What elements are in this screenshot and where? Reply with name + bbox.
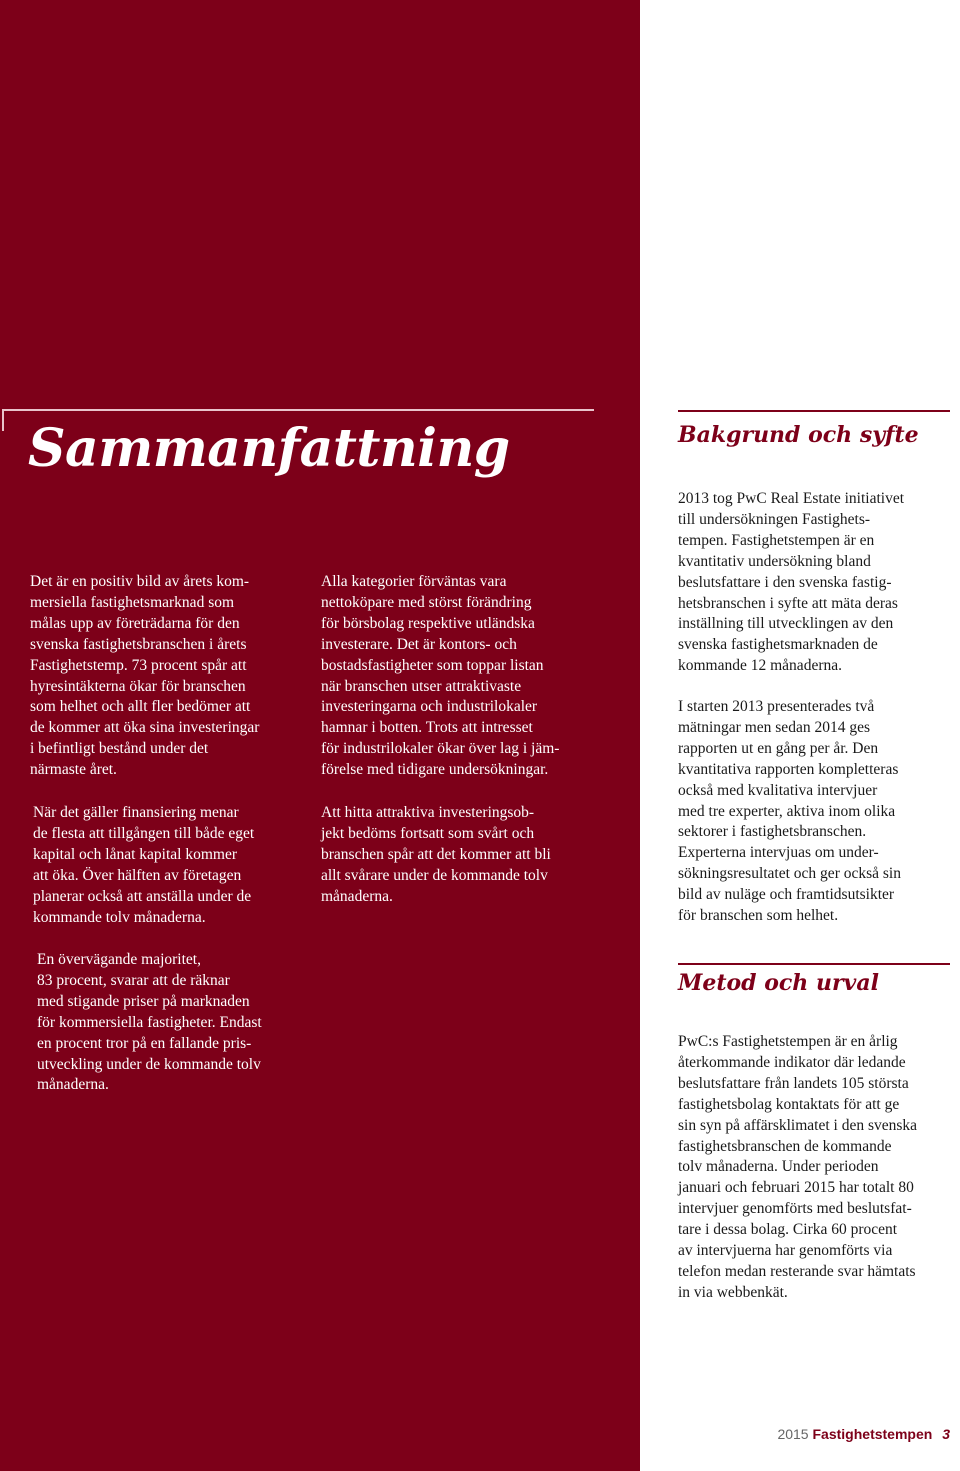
page-title: Sammanfattning — [28, 418, 510, 479]
section-heading: Metod och urval — [678, 970, 879, 996]
title-rule-tick — [2, 409, 4, 431]
section-paragraph: PwC:s Fastighetstempen är en årlig återkommande indikator där ledande beslutsfattare från landets 105 största fastighetsbolag kontaktats för att ge sin syn på affärsklimatet i den svenska fastighetsbranschen de kommande tolv månaderna. Under perioden januari och februari 2015 har totalt 80 intervjuer genomförts med beslutsfat- tare i dessa bolag. Cirka 60 procent av intervjuerna har genomförts via telefon medan resterande svar hämtats in via webbenkät. — [678, 1033, 918, 1301]
section-heading: Bakgrund och syfte — [678, 422, 919, 448]
summary-paragraph: Alla kategorier förväntas vara nettoköpare med störst förändring för börsbolag respektive utländska investerare. Det är kontors- och bostadsfastigheter som toppar listan när branschen utser attraktivaste investeringarna och industrilokaler hamnar i botten. Trots att intresset för industrilokaler ökar över lag i jäm- förelse med tidigare undersökningar. — [321, 573, 560, 779]
footer-year: 2015 — [777, 1426, 809, 1442]
page-footer — [777, 1426, 950, 1442]
section-paragraph: 2013 tog PwC Real Estate initiativet till undersökningen Fastighets- tempen. Fastighetstempen är en kvantitativ undersökning bland beslutsfattare i den svenska fastig- hetsbranschen i syfte att mäta deras inställning till utvecklingen av den svenska fastighetsmarknaden de kommande 12 månaderna. — [678, 490, 905, 675]
page-number: 3 — [942, 1426, 950, 1442]
title-rule — [2, 409, 594, 411]
section-paragraph: I starten 2013 presenterades två mätningar men sedan 2014 ges rapporten ut en gång per år. Den kvantitativa rapporten kompletteras också med kvalitativa intervjuer med tre experter, aktiva inom olika sektorer i fastighetsbranschen. Experterna intervjuas om under- sökningsresultatet och ger också sin bild av nuläge och framtidsutsikter för branschen som helhet. — [678, 698, 901, 925]
summary-paragraph: Det är en positiv bild av årets kom- mersiella fastighetsmarknad som målas upp av företrädarna för den svenska fastighetsbranschen i årets Fastighetstemp. 73 procent spår att hyresintäkterna ökar för branschen som helhet och allt fler bedömer att de kommer att öka sina investeringar i befintligt bestånd under det närmaste året. — [30, 573, 260, 779]
summary-paragraph: En övervägande majoritet, 83 procent, svarar att de räknar med stigande priser på marknaden för kommersiella fastigheter. Endast en procent tror på en fallande pris- utveckling under de kommande tolv månaderna. — [37, 951, 262, 1094]
section-rule — [678, 410, 950, 412]
footer-publication: Fastighetstempen — [812, 1426, 933, 1442]
summary-paragraph: Att hitta attraktiva investeringsob- jekt bedöms fortsatt som svårt och branschen spår att det kommer att bli allt svårare under de kommande tolv månaderna. — [321, 804, 551, 905]
summary-paragraph: När det gäller finansiering menar de flesta att tillgången till både eget kapital och lånat kapital kommer att öka. Över hälften av företagen planerar också att anställa under de kommande tolv månaderna. — [33, 804, 255, 926]
section-rule — [678, 963, 950, 965]
